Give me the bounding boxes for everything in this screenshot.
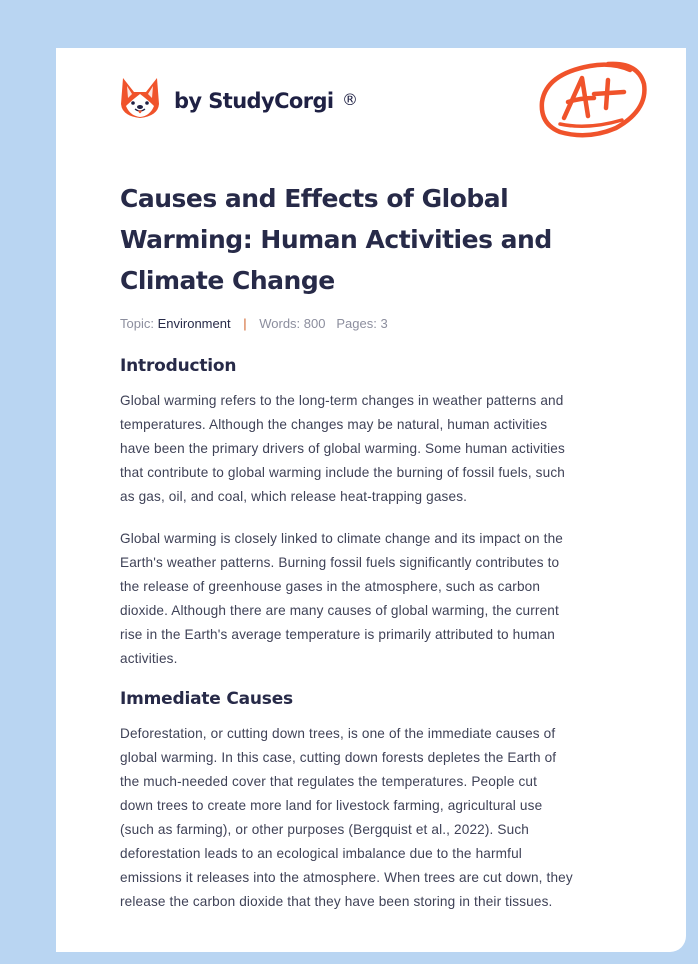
title-line: Warming: Human Activities and [120,225,552,254]
corgi-logo-icon [120,76,160,120]
article-content [120,178,632,914]
title-line: Causes and Effects of Global [120,184,509,213]
article-meta [120,314,632,334]
studycorgi-logo[interactable] [120,76,334,120]
pages-label: Pages: [336,316,377,331]
meta-separator: | [243,316,247,331]
section-heading-immediate-causes: Immediate Causes [120,689,293,709]
paragraph: Deforestation, or cutting down trees, is one of the immediate causes of global warming. In this case, cutting down forests depletes the Earth of the much-needed cover that regulates the temperatures. People cut down trees to create more land for livestock farming, agricultural use (such as farming), or other purposes (Bergquist et al., 2022). Such deforestation leads to an ecological imbalance due to the harmful emissions it releases into the atmosphere. When trees are cut down, they release the carbon dioxide that they have been storing in their tissues. [120,726,573,909]
words-label: Words: [259,316,301,331]
pages-count: 3 [380,316,388,331]
page-header [56,48,686,158]
topic-link[interactable]: Environment [157,316,231,331]
a-plus-grade-icon [538,58,650,140]
registered-mark: ® [342,90,358,109]
brand-name: by StudyCorgi [174,89,334,113]
paragraph: Global warming is closely linked to climate change and its impact on the Earth's weather patterns. Burning fossil fuels significantly contributes to the release of greenhouse gases in the atmosphere, such as carbon dioxide. Although there are many causes of global warming, the current rise in the Earth's average temperature is primarily attributed to human activities. [120,531,563,666]
title-line: Climate Change [120,266,335,295]
article-title [120,178,632,301]
words-count: 800 [303,316,326,331]
topic-label: Topic: [120,316,154,331]
section-heading-introduction: Introduction [120,356,237,376]
document-page [56,48,686,952]
paragraph: Global warming refers to the long-term changes in weather patterns and temperatures. Although the changes may be natural, human activities have been the primary drivers of global warming. Some human activities that contribute to global warming include the burning of fossil fuels, such as gas, oil, and coal, which release heat-trapping gases. [120,393,565,504]
